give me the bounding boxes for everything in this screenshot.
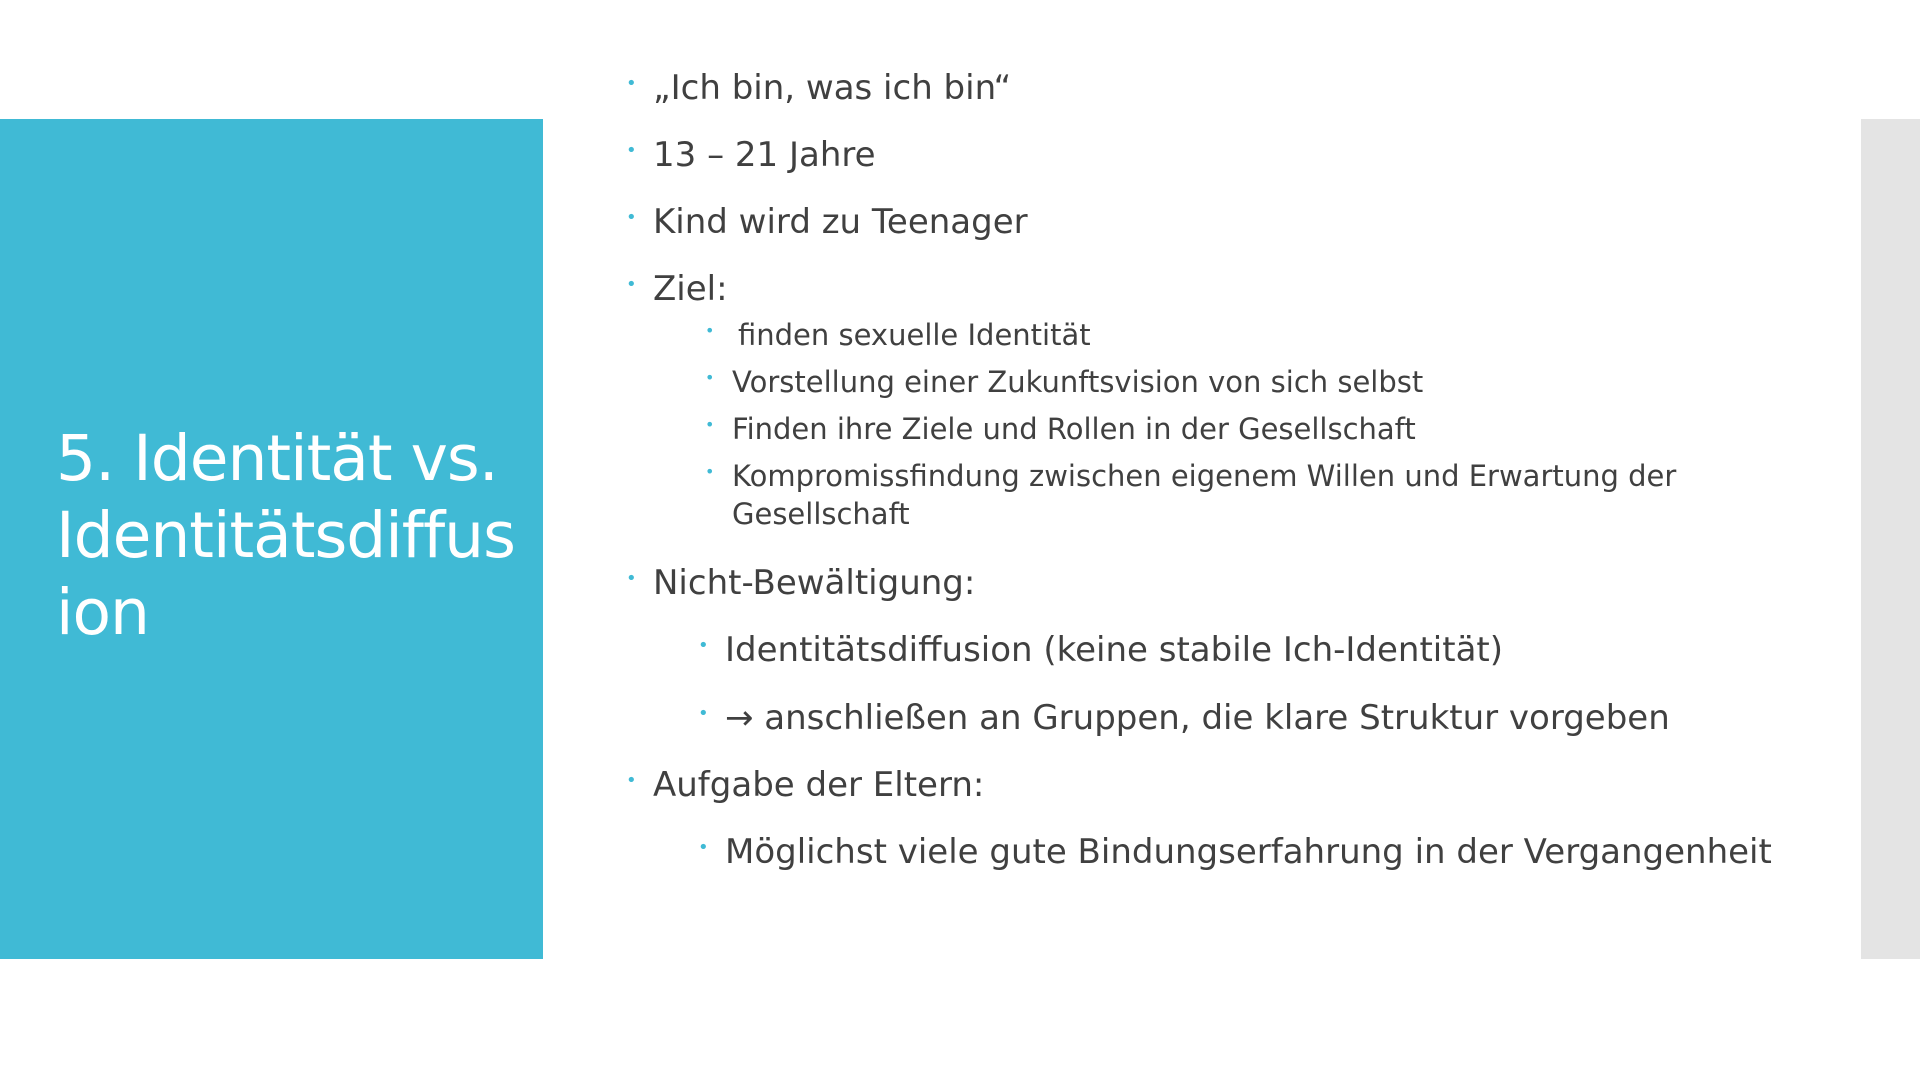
failure-text: → anschließen an Gruppen, die klare Struktur vorgeben <box>725 698 1670 738</box>
slide-title: 5. Identität vs. Identitätsdiffusion <box>56 422 515 649</box>
bullet-icon: • <box>626 140 637 161</box>
bullet-text: 13 – 21 Jahre <box>653 135 876 175</box>
bullet-text: Ziel: <box>653 269 728 309</box>
bullet-text: Kind wird zu Teenager <box>653 202 1028 242</box>
bullet-stage <box>626 202 1028 242</box>
bullet-icon: • <box>698 635 709 656</box>
goal-item <box>705 410 1416 448</box>
goal-text: Finden ihre Ziele und Rollen in der Gesellschaft <box>732 412 1416 446</box>
bullet-icon: • <box>626 568 637 589</box>
bullet-icon: • <box>626 770 637 791</box>
bullet-icon: • <box>705 321 715 340</box>
failure-item <box>698 698 1670 738</box>
goal-item <box>705 363 1424 401</box>
bullet-text: „Ich bin, was ich bin“ <box>653 68 1012 108</box>
bullet-text: Aufgabe der Eltern: <box>653 765 985 805</box>
bullet-text: Nicht-Bewältigung: <box>653 563 976 603</box>
bullet-age <box>626 135 876 175</box>
bullet-icon: • <box>626 73 637 94</box>
bullet-icon: • <box>626 274 637 295</box>
bullet-icon: • <box>705 462 715 481</box>
parents-item <box>698 832 1772 872</box>
bullet-icon: • <box>698 703 709 724</box>
goal-item <box>705 457 1732 533</box>
bullet-icon: • <box>698 837 709 858</box>
bullet-icon: • <box>705 415 715 434</box>
goal-item <box>705 316 1091 354</box>
goal-text: Vorstellung einer Zukunftsvision von sich selbst <box>732 365 1424 399</box>
bullet-icon: • <box>705 368 715 387</box>
failure-text: Identitätsdiffusion (keine stabile Ich-Identität) <box>725 630 1503 670</box>
bullet-goal-heading <box>626 269 728 309</box>
goal-text: Kompromissfindung zwischen eigenem Willen und Erwartung der Gesellschaft <box>732 459 1677 531</box>
parents-text: Möglichst viele gute Bindungserfahrung in der Vergangenheit <box>725 832 1772 872</box>
bullet-icon: • <box>626 207 637 228</box>
bullet-failure-heading <box>626 563 976 603</box>
goal-text: finden sexuelle Identität <box>738 318 1091 352</box>
failure-item <box>698 630 1503 670</box>
bullet-parents-heading <box>626 765 985 805</box>
bullet-quote <box>626 68 1012 108</box>
